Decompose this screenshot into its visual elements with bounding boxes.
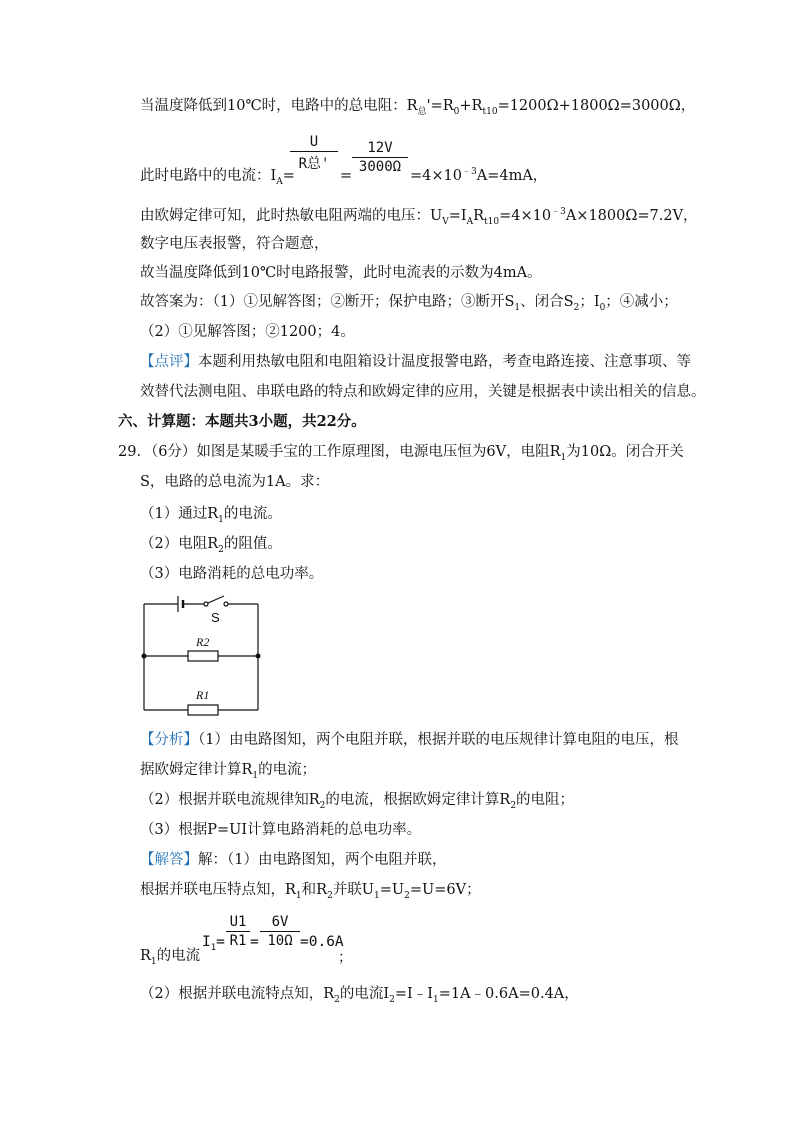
analysis-line: 【分析】（1）由电路图知，两个电阻并联，根据并联的电压规律计算电阻的电压，根 (140, 732, 679, 748)
text-line: 数字电压表报警，符合题意， (140, 236, 329, 252)
comment-line: 【点评】本题利用热敏电阻和电阻箱设计温度报警电路，考查电路连接、注意事项、等 (140, 354, 691, 370)
text-line: 根据并联电压特点知，$R_1$和$R_2$并联$U_1=U_2=U=6V$； (140, 882, 481, 901)
text-line: 据欧姆定律计算$R_1$的电流； (140, 762, 317, 781)
question-29: 29．（6分）如图是某暖手宝的工作原理图，电源电压恒为6V，电阻$R_1$为10Ω。闭合开关 (118, 444, 684, 463)
switch-label: S (211, 610, 220, 625)
comment-tag: 【点评】 (140, 354, 198, 370)
fraction-u-over-r: U R总' (290, 134, 338, 173)
text-line: $R_1$的电流 (140, 948, 201, 967)
fraction-12v-over-3000: 12V 3000Ω (352, 140, 408, 175)
text-line: 故当温度降低到10℃时电路报警，此时电流表的示数为4mA。 (140, 265, 542, 281)
text-line: （3）根据P=UI计算电路消耗的总电功率。 (140, 822, 422, 838)
r1-label: R1 (196, 688, 210, 702)
text-line: 故答案为：（1）①见解答图；②断开；保护电路；③断开$S_1$、闭合$S_2$；$I_0$；④减小； (140, 294, 678, 313)
solution-line: 【解答】解：（1）由电路图知，两个电阻并联， (140, 852, 447, 868)
text-line: 效替代法测电阻、串联电路的特点和欧姆定律的应用，关键是根据表中读出相关的信息。 (140, 384, 706, 400)
text-line: （2）根据并联电流规律知$R_2$的电流，根据欧姆定律计算$R_2$的电阻； (140, 792, 575, 811)
r2-label: R2 (196, 635, 210, 649)
text-line: （2）①见解答图；②1200；4。 (140, 324, 355, 340)
fraction-u1-over-r1: U1 R1 (226, 914, 250, 949)
text-line: （2）根据并联电流特点知，$R_2$的电流$I_2=I﹣I_1=1A﹣0.6A=0.4A$， (140, 986, 579, 1005)
text-line: 由欧姆定律可知，此时热敏电阻两端的电压：$U_V=I_AR_{t10}=4\times 10^{﹣3}A\times 1800\Omega=7.2V$， (140, 207, 698, 227)
solution-tag: 【解答】 (140, 852, 198, 868)
sub-question: （2）电阻$R_2$的阻值。 (140, 536, 282, 555)
section-heading: 六、计算题：本题共3小题，共22分。 (118, 413, 366, 430)
text-line: 此时电路中的电流：$I_A=$ (140, 168, 295, 187)
text-line: 当温度降低到10℃时，电路中的总电阻：$R_总'=R_0+R_{t10}=1200\Omega+1800\Omega=3000\Omega$， (140, 98, 696, 117)
sub-question: （3）电路消耗的总电功率。 (140, 566, 324, 582)
fraction-6v-over-10: 6V 10Ω (260, 914, 300, 949)
text-line: S，电路的总电流为1A。求： (140, 474, 330, 490)
circuit-diagram (136, 590, 266, 720)
analysis-tag: 【分析】 (140, 732, 198, 748)
sub-question: （1）通过$R_1$的电流。 (140, 506, 282, 525)
